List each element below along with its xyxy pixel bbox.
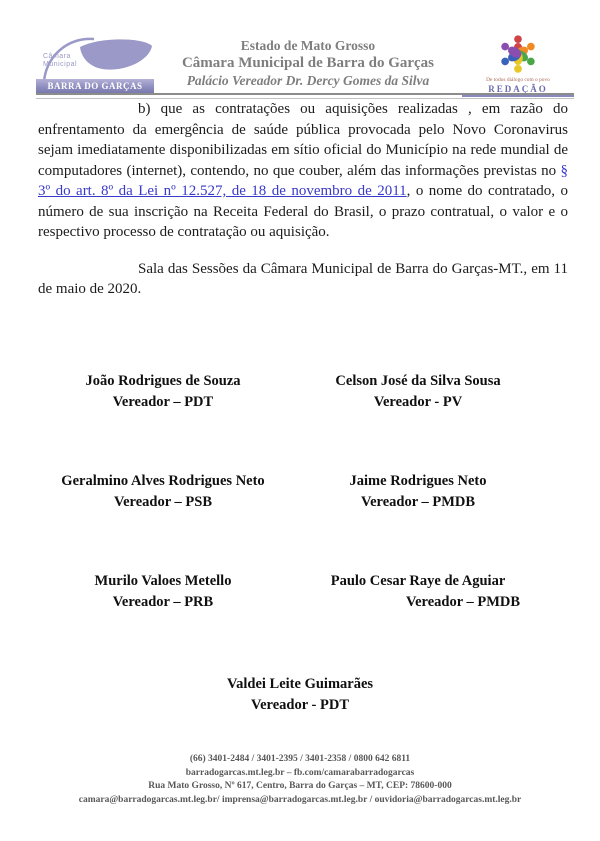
paragraph-sala-sessoes: Sala das Sessões da Câmara Municipal de Barra do Garças-MT., em 11 de maio de 2020. bbox=[38, 260, 568, 297]
header-titles bbox=[154, 33, 462, 89]
signer-role: Vereador – PMDB bbox=[360, 494, 476, 510]
signer-role: Vereador - PV bbox=[373, 394, 463, 410]
logo-left-caption bbox=[43, 53, 77, 69]
signature-block bbox=[48, 471, 278, 513]
redacao-label: REDAÇÃO bbox=[462, 84, 574, 97]
people-circle-logo bbox=[462, 31, 574, 97]
signature-block bbox=[48, 371, 278, 413]
signature-block bbox=[150, 674, 450, 716]
signer-name: Murilo Valoes Metello bbox=[94, 573, 232, 589]
document-footer bbox=[0, 753, 600, 807]
law-link[interactable]: § 3º do art. 8º da Lei nº 12.527, de 18 de novembro de 2011 bbox=[38, 162, 568, 199]
footer-emails: camara@barradogarcas.mt.leg.br/ imprensa@barradogarcas.mt.leg.br / ouvidoria@barradogarcas.mt.leg.br bbox=[78, 794, 522, 805]
footer-websites: barradogarcas.mt.leg.br – fb.com/camarabarradogarcas bbox=[185, 767, 415, 778]
signer-name: Valdei Leite Guimarães bbox=[226, 676, 374, 692]
signer-name: Jaime Rodrigues Neto bbox=[349, 473, 487, 489]
signer-role: Vereador – PSB bbox=[113, 494, 213, 510]
paragraph-text-before: b) que as contratações ou aquisições realizadas , em razão do enfrentamento da emergência de saúde pública provocada pelo Novo Coronavirus sejam imediatamente disponibilizadas em sítio oficial do Município na rede mundial de computadores (internet), contendo, no que couber, além das informações previstas no bbox=[38, 101, 568, 179]
logo-left-line1: Câmara bbox=[43, 53, 71, 60]
header-state-title: Estado de Mato Grosso bbox=[240, 38, 376, 53]
camara-municipal-logo bbox=[36, 33, 154, 93]
logo-left-line2: Municipal bbox=[43, 61, 78, 68]
signer-name: Paulo Cesar Raye de Aguiar bbox=[330, 573, 506, 589]
document-header bbox=[36, 33, 574, 97]
signer-role: Vereador – PDT bbox=[112, 394, 214, 410]
signature-block bbox=[303, 471, 533, 513]
header-palace-title: Palácio Vereador Dr. Dercy Gomes da Silva bbox=[186, 73, 430, 88]
signature-block bbox=[48, 571, 278, 613]
people-circle-icon bbox=[495, 31, 541, 77]
footer-address: Rua Mato Grosso, Nº 617, Centro, Barra do Garças – MT, CEP: 78600-000 bbox=[148, 781, 452, 791]
signer-role: Vereador - PDT bbox=[250, 697, 349, 713]
signer-name: João Rodrigues de Souza bbox=[85, 373, 241, 389]
signer-role: Vereador – PMDB bbox=[405, 594, 521, 610]
document-body bbox=[38, 99, 568, 300]
footer-phones: (66) 3401-2484 / 3401-2395 / 3401-2358 / 0800 642 6811 bbox=[189, 754, 411, 764]
signer-name: Celson José da Silva Sousa bbox=[335, 373, 501, 389]
signature-block bbox=[303, 571, 533, 613]
logo-banner: BARRA DO GARÇAS bbox=[36, 79, 154, 93]
paragraph-contratacoes bbox=[38, 99, 568, 243]
signature-block bbox=[303, 371, 533, 413]
signer-name: Geralmino Alves Rodrigues Neto bbox=[61, 473, 265, 489]
signer-role: Vereador – PRB bbox=[112, 594, 214, 610]
paragraph-text-after: , o nome do contratado, o número de sua inscrição na Receita Federal do Brasil, o prazo contratual, o valor e o respectivo processo de contratação ou aquisição. bbox=[38, 183, 568, 240]
header-org-title: Câmara Municipal de Barra do Garças bbox=[181, 55, 435, 71]
logo-slogan: De todos diálogo com o povo bbox=[486, 77, 550, 83]
